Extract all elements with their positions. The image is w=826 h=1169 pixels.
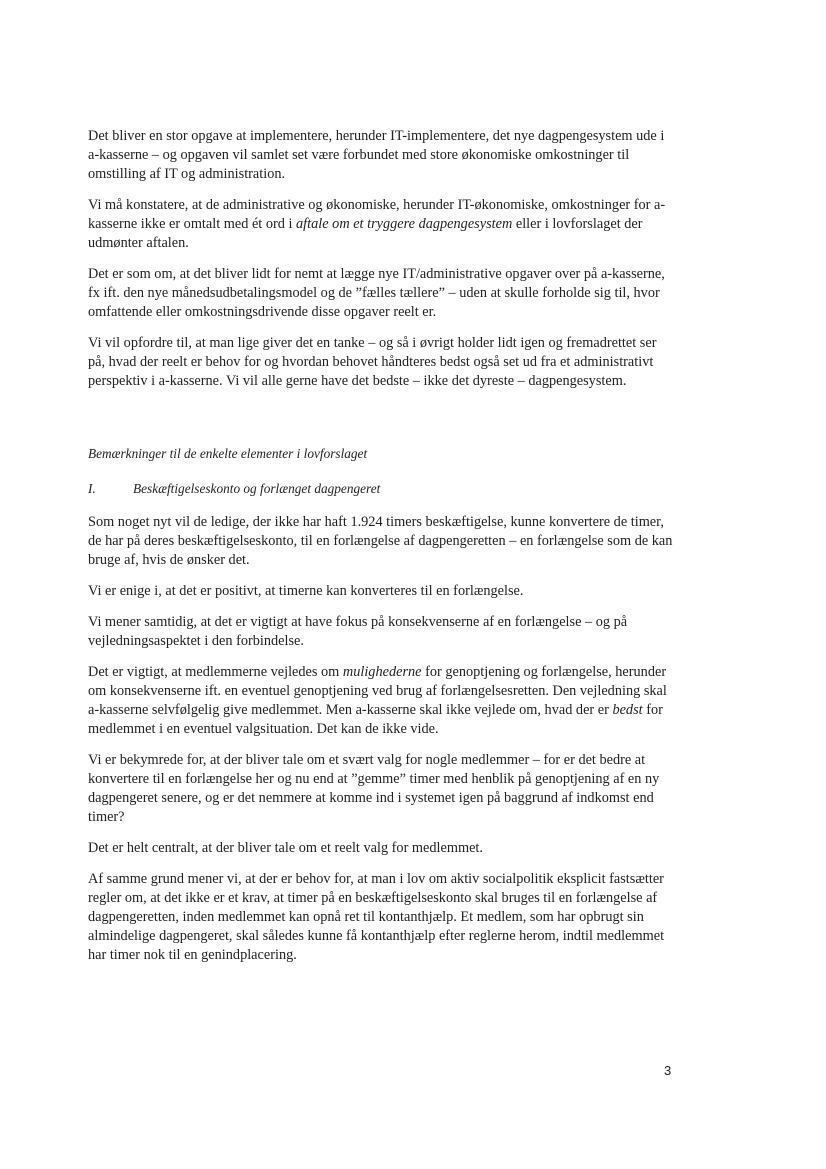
subsection-number: I.: [88, 481, 96, 496]
paragraph-conversion: Som noget nyt vil de ledige, der ikke har haft 1.924 timers beskæftigelse, kunne konvertere de timer, de har på deres beskæftigelseskonto, til en forlængelse af dagpengeretten – en forlængelse som de kan bruge af, hvis de ønsker det.: [88, 514, 673, 568]
paragraph-real-choice: Det er helt centralt, at der bliver tale om et reelt valg for medlemmet.: [88, 840, 483, 856]
paragraph-costs: Vi må konstatere, at de administrative og økonomiske, herunder IT-økonomiske, omkostninger for a-kasserne ikke er omtalt med ét ord i aftale om et tryggere dagpengesystem eller i lovforslaget der udmønter aftalen.: [88, 197, 666, 251]
paragraph-agree: Vi er enige i, at det er positivt, at timerne kan konverteres til en forlængelse.: [88, 583, 524, 599]
paragraph-it-tasks: Det er som om, at det bliver lidt for nemt at lægge nye IT/administrative opgaver over på a-kasserne, fx ift. den nye månedsudbetalingsmodel og de ”fælles tællere” – uden at skulle forholde sig til, hvor omfattende eller omkostningsdrivende disse opgaver reelt er.: [88, 266, 665, 320]
section-heading: Bemærkninger til de enkelte elementer i lovforslaget: [88, 446, 368, 461]
section-spacer: [88, 403, 676, 444]
paragraph-guidance: Det er vigtigt, at medlemmerne vejledes om mulighederne for genoptjening og forlængelse, herunder om konsekvenserne ift. en eventuel genoptjening ved brug af forlængelsesretten. Den vejledning skal a-kasserne selvfølgelig give medlemmet. Men a-kasserne skal ikke vejlede om, hvad der er bedst for medlemmet i en eventuel valgsituation. Det kan de ikke vide.: [88, 664, 667, 737]
paragraph-social-policy: Af samme grund mener vi, at der er behov for, at man i lov om aktiv socialpolitik eksplicit fastsætter regler om, at det ikke er et krav, at timer på en beskæftigelseskonto skal bruges til en forlængelse af dagpengeretten, inden medlemmet kan opnå ret til kontanthjælp. Et medlem, som har opbrugt sin almindelige dagpengeret, skal således kunne få kontanthjælp efter reglerne herom, indtil medlemmet har timer nok til en genindplacering.: [88, 871, 665, 963]
emphasis-possibilities: mulighederne: [342, 664, 422, 680]
page-number: 3: [664, 1063, 672, 1078]
subsection-title: Beskæftigelseskonto og forlænget dagpengeret: [133, 481, 381, 496]
emphasis-best: bedst: [612, 702, 643, 718]
agreement-title: aftale om et tryggere dagpengesystem: [296, 216, 513, 232]
subsection-heading: [88, 479, 676, 498]
paragraph-appeal: Vi vil opfordre til, at man lige giver det en tanke – og så i øvrigt holder lidt igen og fremadrettet ser på, hvad der reelt er behov for og hvordan behovet håndteres bedst også set ud fra et administrativt perspektiv i a-kasserne. Vi vil alle gerne have det bedste – ikke det dyreste – dagpengesystem.: [88, 335, 657, 389]
document-body: [88, 127, 676, 977]
paragraph-focus: Vi mener samtidig, at det er vigtigt at have fokus på konsekvenserne af en forlængelse – og på vejledningsaspektet i den forbindelse.: [88, 614, 628, 649]
paragraph-implementation: Det bliver en stor opgave at implementere, herunder IT-implementere, det nye dagpengesystem ude i a-kasserne – og opgaven vil samlet set være forbundet med store økonomiske omkostninger til omstilling af IT og administration.: [88, 128, 665, 182]
paragraph-concern: Vi er bekymrede for, at der bliver tale om et svært valg for nogle medlemmer – for er det bedre at konvertere til en forlængelse her og nu end at ”gemme” timer med henblik på genoptjening af en ny dagpengeret senere, og er det nemmere at komme ind i systemet igen på baggrund af indkomst end timer?: [88, 752, 660, 825]
